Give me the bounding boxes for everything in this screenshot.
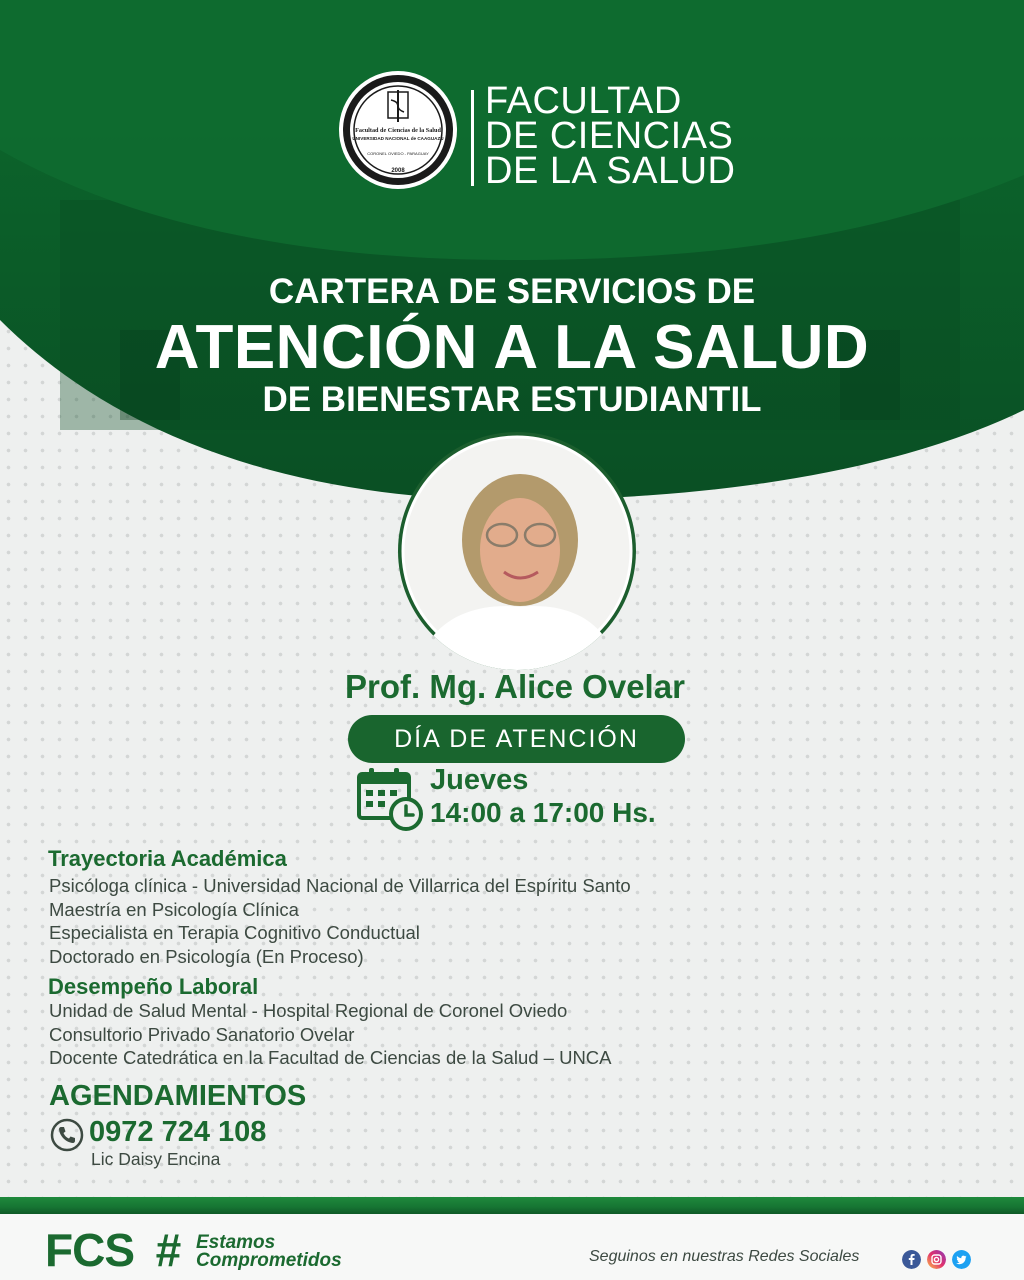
professional-photo bbox=[398, 432, 636, 670]
booking-heading: AGENDAMIENTOS bbox=[49, 1080, 307, 1112]
faculty-title bbox=[485, 80, 745, 192]
academic-heading: Trayectoria Académica bbox=[48, 846, 287, 871]
attention-day: Jueves bbox=[430, 764, 529, 796]
footer-band bbox=[0, 1197, 1024, 1214]
booking-contact: Lic Daisy Encina bbox=[91, 1149, 221, 1169]
seal-line3: CORONEL OVIEDO - PARAGUAY bbox=[367, 151, 429, 156]
twitter-icon[interactable] bbox=[952, 1250, 971, 1269]
footer-brand: FCS bbox=[45, 1224, 134, 1276]
faculty-title-line1: FACULTAD bbox=[485, 80, 682, 122]
list-item: Docente Catedrática en la Facultad de Ciencias de la Salud – UNCA bbox=[49, 1047, 612, 1069]
list-item: Unidad de Salud Mental - Hospital Regional de Coronel Oviedo bbox=[49, 1000, 568, 1021]
work-list bbox=[49, 999, 612, 1070]
seal-year: 2008 bbox=[391, 168, 405, 174]
phone-icon bbox=[50, 1118, 84, 1152]
header-divider bbox=[471, 90, 474, 186]
title-line1: CARTERA DE SERVICIOS DE bbox=[268, 272, 756, 311]
faculty-title-line3: DE LA SALUD bbox=[485, 150, 736, 192]
seal-line1: Facultad de Ciencias de la Salud bbox=[355, 127, 441, 134]
slogan-line1: Estamos bbox=[196, 1232, 276, 1253]
footer bbox=[0, 1214, 1024, 1280]
academic-list bbox=[49, 874, 631, 969]
social-text: Seguinos en nuestras Redes Sociales bbox=[589, 1248, 860, 1265]
seal-line2: UNIVERSIDAD NACIONAL de CAAGUAZÚ bbox=[352, 136, 444, 141]
slogan-line2: Comprometidos bbox=[196, 1250, 342, 1271]
list-item: Especialista en Terapia Cognitivo Conductual bbox=[49, 922, 420, 944]
instagram-icon[interactable] bbox=[927, 1250, 946, 1269]
attention-day-badge: DÍA DE ATENCIÓN bbox=[348, 715, 685, 763]
calendar-clock-icon bbox=[356, 766, 424, 832]
work-heading: Desempeño Laboral bbox=[48, 974, 259, 999]
title-line3: DE BIENESTAR ESTUDIANTIL bbox=[262, 380, 762, 419]
faculty-title-line2: DE CIENCIAS bbox=[485, 115, 734, 157]
list-item: Psicóloga clínica - Universidad Nacional de Villarrica del Espíritu Santo bbox=[49, 875, 631, 896]
footer-hash: # bbox=[155, 1224, 181, 1276]
list-item: Doctorado en Psicología (En Proceso) bbox=[49, 946, 364, 968]
list-item: Consultorio Privado Sanatorio Ovelar bbox=[49, 1023, 355, 1045]
title-line2: ATENCIÓN A LA SALUD bbox=[154, 313, 870, 382]
booking-phone: 0972 724 108 bbox=[89, 1116, 267, 1148]
facebook-icon[interactable] bbox=[902, 1250, 921, 1269]
faculty-seal-logo bbox=[338, 70, 458, 190]
attention-hours: 14:00 a 17:00 Hs. bbox=[430, 797, 656, 828]
footer-slogan bbox=[196, 1234, 342, 1270]
professional-name: Prof. Mg. Alice Ovelar bbox=[345, 668, 685, 705]
list-item: Maestría en Psicología Clínica bbox=[49, 898, 299, 920]
